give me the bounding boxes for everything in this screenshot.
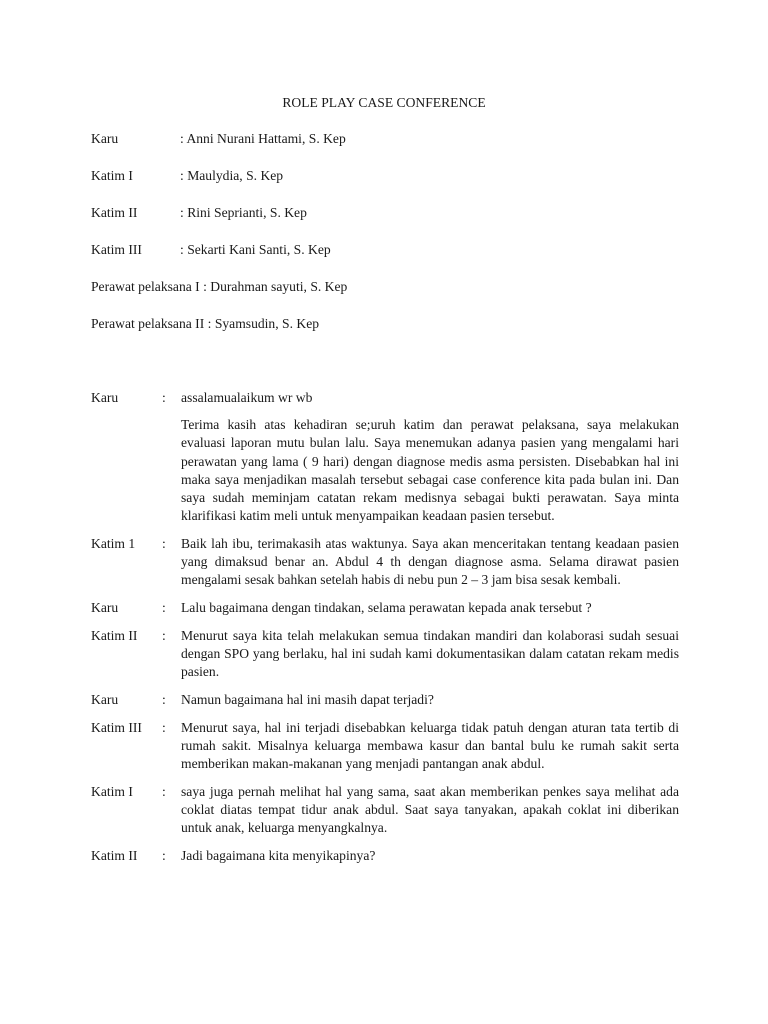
roster-row xyxy=(91,130,691,167)
dialogue-turn xyxy=(91,599,679,617)
dialogue-turn xyxy=(91,535,679,590)
dialogue-paragraph: Lalu bagaimana dengan tindakan, selama perawatan kepada anak tersebut ? xyxy=(181,600,592,616)
roster-name: Syamsudin, S. Kep xyxy=(214,316,320,331)
dialogue-paragraph: saya juga pernah melihat hal yang sama, saat akan memberikan penkes saya melihat ada coklat diatas tempat tidur anak abdul. Saat saya tanyakan, apakah coklat ini diberikan untuk anak, keluarga menyangkalnya. xyxy=(181,783,679,836)
roster-separator: : xyxy=(204,316,215,331)
speaker-colon: : xyxy=(162,719,166,735)
dialogue-text xyxy=(181,389,679,525)
dialogue-text xyxy=(181,719,679,774)
roster-name: Sekarti Kani Santi, S. Kep xyxy=(187,242,331,257)
dialogue-paragraph: Menurut saya, hal ini terjadi disebabkan keluarga tidak patuh dengan aturan tata tertib di rumah sakit. Misalnya keluarga membawa kasur dan bantal bulu ke rumah sakit serta memberikan makan-makanan yang menjadi pantangan anak abdul. xyxy=(181,719,679,771)
roster-name: Maulydia, S. Kep xyxy=(187,168,284,183)
roster-separator: : xyxy=(180,168,188,183)
dialogue-paragraph: Jadi bagaimana kita menyikapinya? xyxy=(181,847,376,863)
dialogue-paragraph: Terima kasih atas kehadiran se;uruh katim dan perawat pelaksana, saya melakukan evaluasi laporan mutu bulan lalu. Saya menemukan adanya pasien yang mengalami hari perawatan yang lama ( 9 hari) dengan diagnose medis asma persisten. Disebabkan hal ini maka saya menjadikan masalah tersebut sebagai case conference kita pada bulan ini. Dan saya sudah meminjam catatan rekam medisnya sebagai bukti perawatan. Saya minta klarifikasi katim meli untuk menyampaikan keadaan pasien tersebut. xyxy=(181,417,679,524)
dialogue-turn xyxy=(91,783,679,838)
roster-separator: : xyxy=(180,242,188,257)
dialogue-text xyxy=(181,599,679,617)
roster-separator: : xyxy=(180,131,187,146)
roster-row xyxy=(91,204,691,241)
roster-row xyxy=(91,315,691,352)
speaker-colon: : xyxy=(162,691,166,707)
roster-separator: : xyxy=(180,205,188,220)
speaker-colon: : xyxy=(162,390,166,405)
roster-name: Rini Seprianti, S. Kep xyxy=(187,205,307,220)
speaker-colon: : xyxy=(162,783,166,799)
dialogue-text xyxy=(181,847,679,865)
dialogue-paragraph: assalamualaikum wr wb xyxy=(181,390,313,405)
speaker-colon: : xyxy=(162,600,166,616)
roster-role: Katim III xyxy=(91,242,142,257)
roster-role: Perawat pelaksana I xyxy=(91,279,200,294)
dialogue-turn xyxy=(91,691,679,709)
dialogue-text xyxy=(181,535,679,590)
speaker-colon: : xyxy=(162,847,166,863)
speaker-label: Katim III xyxy=(91,719,142,735)
speaker-label: Karu xyxy=(91,600,119,616)
roster-role: Perawat pelaksana II xyxy=(91,316,205,331)
roster-row xyxy=(91,278,691,315)
dialogue-turn xyxy=(91,389,679,525)
dialogue-turn xyxy=(91,627,679,682)
speaker-colon: : xyxy=(162,535,166,551)
speaker-label: Katim 1 xyxy=(91,535,136,551)
roster-separator: : xyxy=(199,279,211,294)
speaker-label: Katim II xyxy=(91,627,138,643)
dialogue-paragraph: Namun bagaimana hal ini masih dapat terjadi? xyxy=(181,691,434,707)
document-title: ROLE PLAY CASE CONFERENCE xyxy=(282,95,486,110)
roster-name: Durahman sayuti, S. Kep xyxy=(210,279,348,294)
participant-roster xyxy=(91,130,691,352)
dialogue-text xyxy=(181,783,679,838)
speaker-label: Karu xyxy=(91,390,119,405)
speaker-label: Katim I xyxy=(91,783,133,799)
speaker-label: Karu xyxy=(91,691,119,707)
speaker-colon: : xyxy=(162,627,166,643)
roster-role: Katim I xyxy=(91,168,133,183)
dialogue-turn xyxy=(91,719,679,774)
dialogue-transcript xyxy=(91,389,679,874)
roster-name: Anni Nurani Hattami, S. Kep xyxy=(186,131,346,146)
speaker-label: Katim II xyxy=(91,847,138,863)
dialogue-text xyxy=(181,627,679,682)
dialogue-paragraph: Baik lah ibu, terimakasih atas waktunya. Saya akan menceritakan tentang keadaan pasien yang dimaksud benar an. Abdul 4 th dengan diagnose asma. Selama dirawat pasien mengalami sesak bahkan setelah habis di nebu pun 2 – 3 jam bisa sesak kembali. xyxy=(181,535,679,588)
roster-row xyxy=(91,167,691,204)
roster-row xyxy=(91,241,691,278)
roster-role: Karu xyxy=(91,131,119,146)
dialogue-paragraph: Menurut saya kita telah melakukan semua tindakan mandiri dan kolaborasi sudah sesuai dengan SPO yang berlaku, hal ini sudah kami dokumentasikan dalam catatan rekam medis pasien. xyxy=(181,627,679,680)
dialogue-text xyxy=(181,691,679,709)
dialogue-turn xyxy=(91,847,679,865)
roster-role: Katim II xyxy=(91,205,138,220)
